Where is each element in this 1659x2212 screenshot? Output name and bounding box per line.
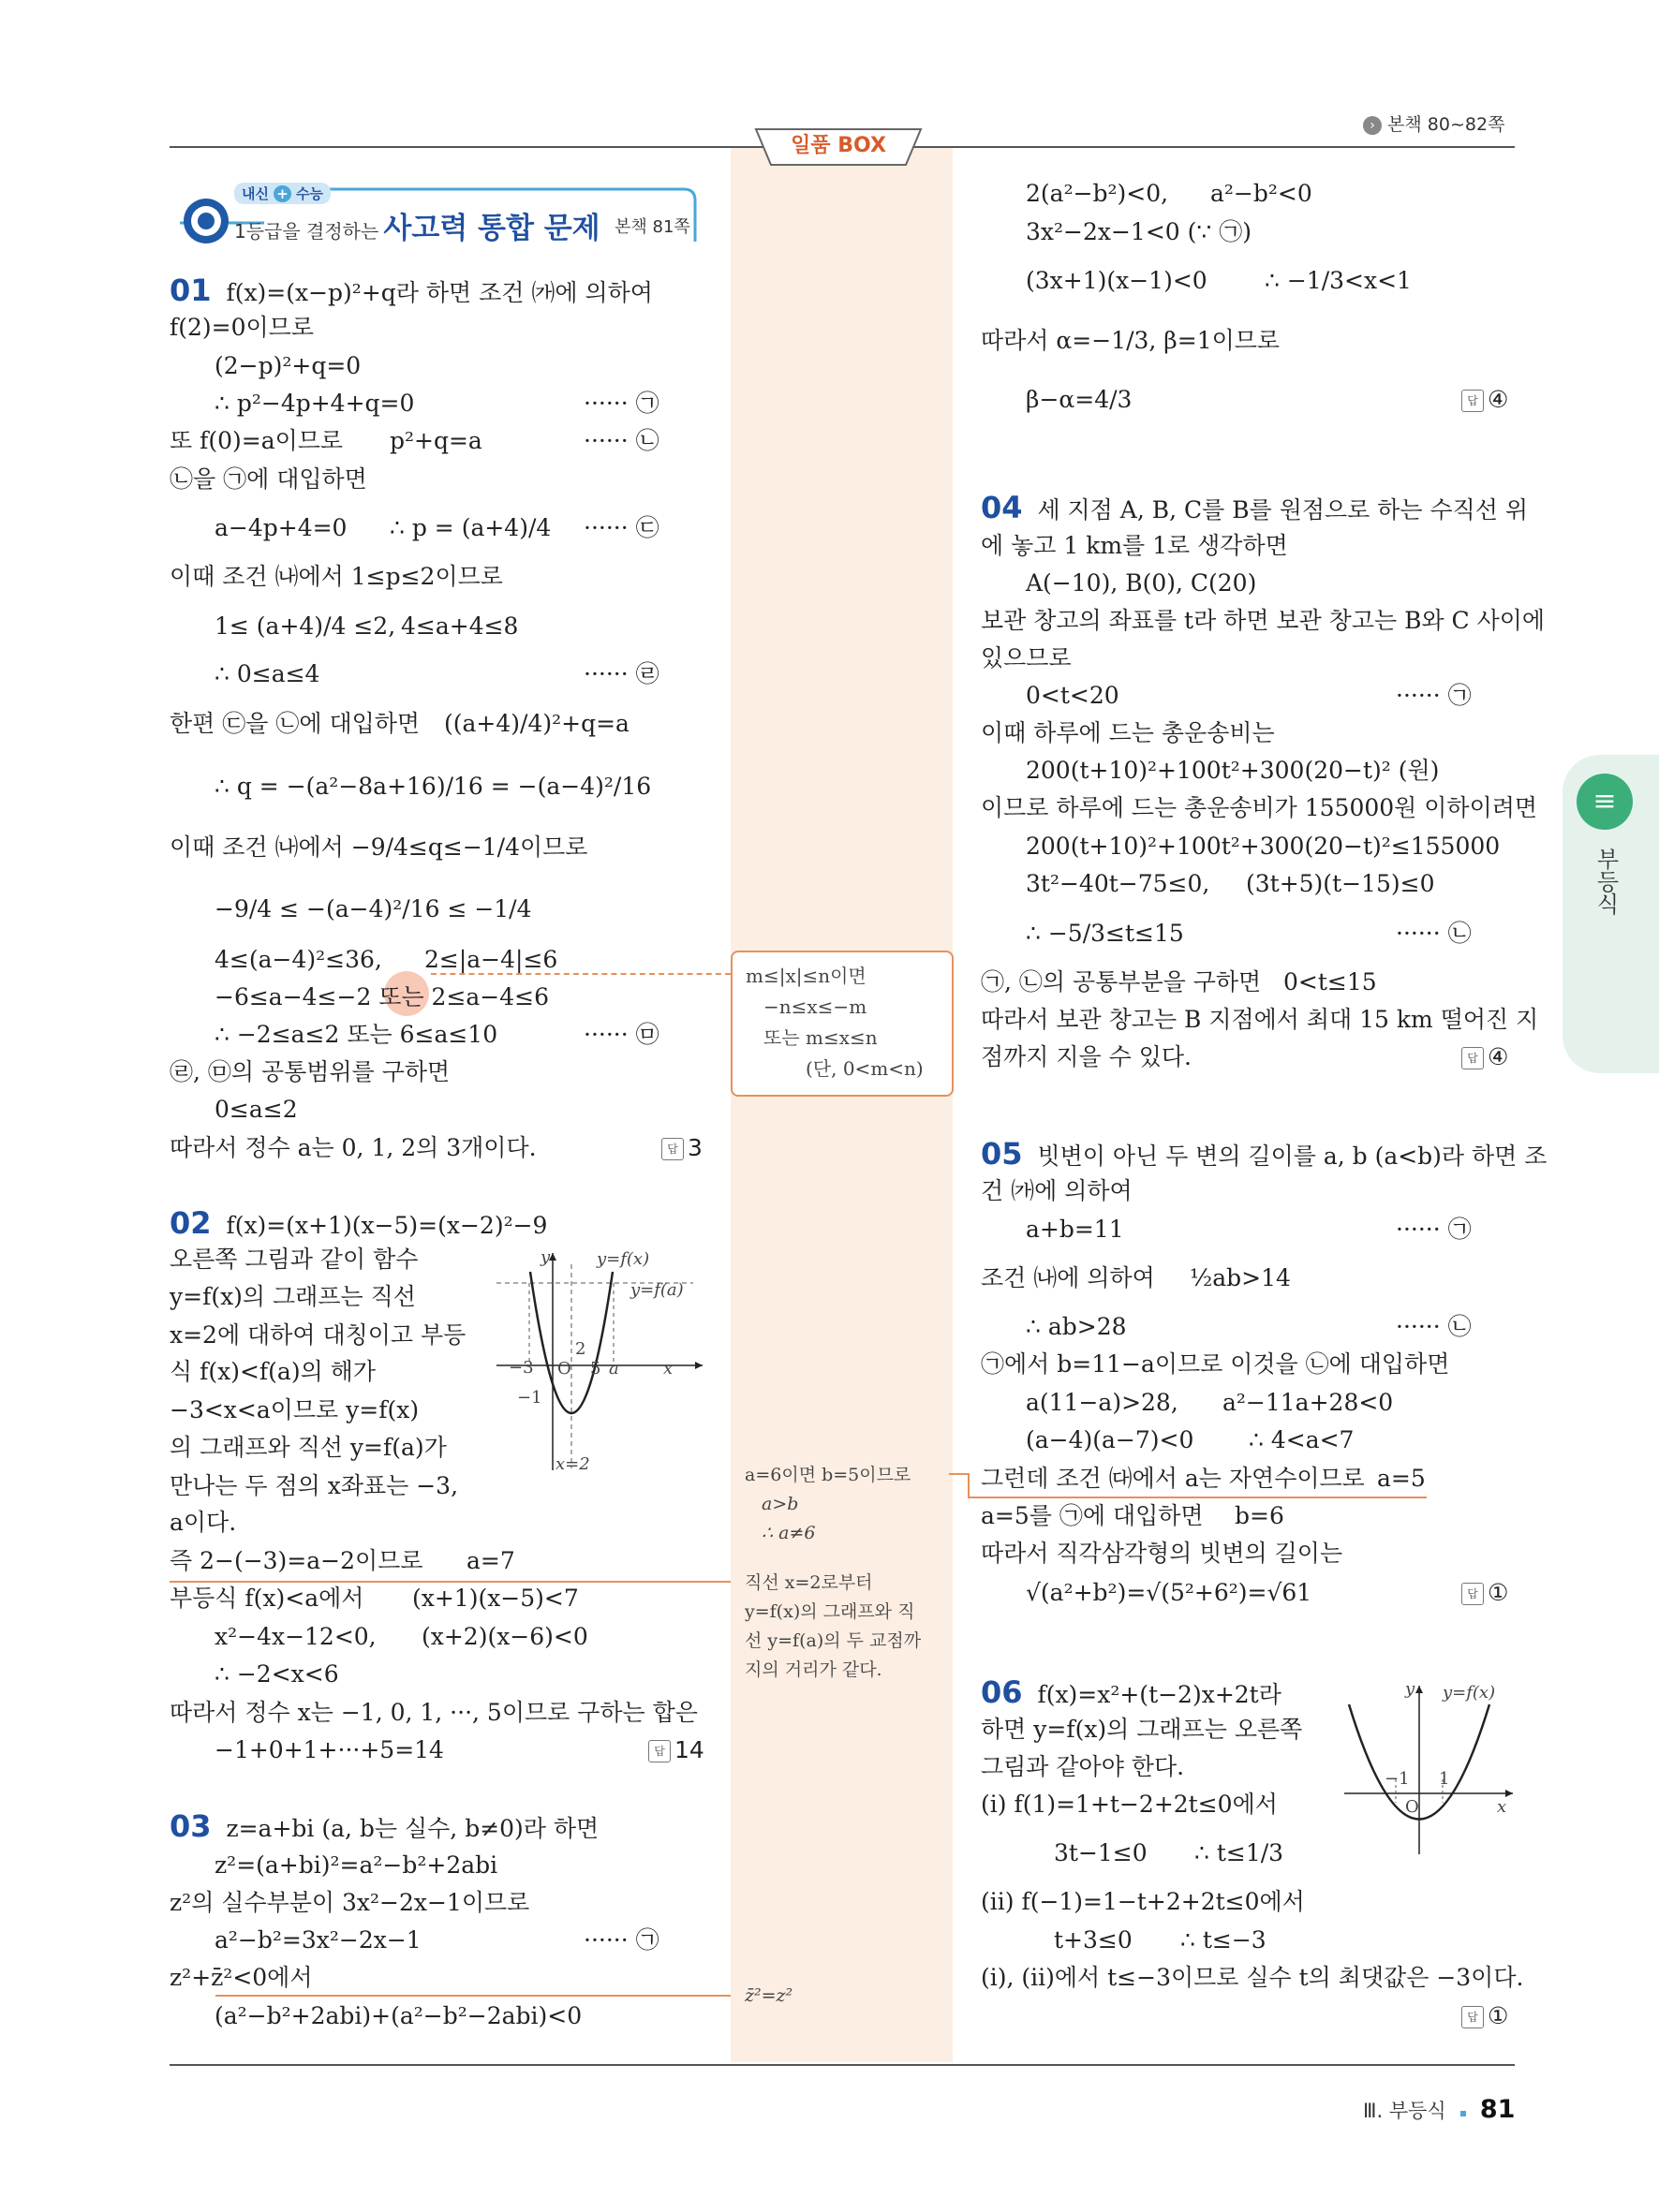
problem-01-line: −6≤a−4≤−2 또는 2≤a−4≤6 [215,983,550,1010]
note-connector [968,1473,970,1497]
problem-06-line: (i) f(1)=1+t−2+2t≤0에서 [981,1791,1278,1818]
problem-number: 06 [981,1674,1023,1710]
graph-label: 1 [1439,1769,1450,1789]
note-sym-line: 지의 거리가 같다. [745,1659,882,1680]
problem-01-line: ((a+4)/4)²+q=a [444,710,630,737]
problem-01-line: 따라서 정수 a는 0, 1, 2의 3개이다. [170,1134,537,1161]
page-number: 81 [1479,2095,1516,2124]
problem-01-line: f(2)=0이므로 [170,314,314,341]
problem-05-line: ½ab>14 [1190,1264,1291,1291]
problem-03-line: z²의 실수부분이 3x²−2x−1이므로 [170,1889,530,1916]
problem-05-line: (a−4)(a−7)<0 [1026,1426,1194,1453]
problem-03-line: a²−b²=3x²−2x−1 [215,1926,422,1954]
problem-01-line: 1≤ (a+4)/4 ≤2, [215,612,396,640]
graph-label: x [663,1359,674,1379]
problem-01-line: 4≤(a−4)²≤36, [215,946,382,973]
graph-label: −1 [1385,1769,1410,1789]
problem-04-tag: ······ ㉡ [1396,920,1472,947]
problem-01-line: 01 f(x)=(x−p)²+q라 하면 조건 ㈎에 의하여 [170,273,653,308]
problem-05-line: a(11−a)>28, [1026,1389,1178,1416]
problem-04-line: 3t²−40t−75≤0, [1026,870,1210,897]
problem-04-line: 0<t≤15 [1283,968,1377,995]
problem-05-line: b=6 [1235,1502,1284,1529]
problem-01-answer: 답 3 [661,1134,703,1161]
answer-icon: 답 [1461,1583,1484,1605]
problem-number: 04 [981,490,1023,525]
problem-02-answer: 답 14 [648,1736,704,1763]
problem-02-line: x=2에 대하여 대칭이고 부등 [170,1321,467,1349]
problem-06-line: t+3≤0 [1054,1926,1133,1954]
problem-04-line: (3t+5)(t−15)≤0 [1246,870,1435,897]
problem-number: 02 [170,1205,212,1241]
problem-04-line: 있으므로 [981,644,1072,671]
section-ref: 본책 81쪽 [615,217,690,237]
problem-04-line: 0<t<20 [1026,682,1119,709]
problem-01-line: 4≤a+4≤8 [401,612,519,640]
problem-03-line: 따라서 α=−1/3, β=1이므로 [981,327,1281,354]
problem-02-line: −1+0+1+···+5=14 [215,1736,444,1763]
problem-01-line: ∴ p = (a+4)/4 [390,514,552,541]
problem-01-line: 이때 조건 ㈏에서 1≤p≤2이므로 [170,563,503,590]
problem-02-line: 부등식 f(x)<a에서 [170,1585,364,1612]
answer-icon: 답 [1461,1047,1484,1069]
note-connector [968,1497,1427,1498]
problem-01-tag: ······ ㉢ [584,514,659,541]
problem-06-line: ∴ t≤−3 [1180,1926,1266,1954]
note-a6-line: a=6이면 b=5이므로 [745,1465,911,1485]
graph-label: x [1497,1797,1507,1817]
problem-04-answer: 답 ④ [1461,1043,1508,1070]
problem-03-line: 2(a²−b²)<0, [1026,180,1169,207]
answer-icon: 답 [648,1740,671,1762]
problem-06-line: 그림과 같아야 한다. [981,1753,1185,1780]
problem-01-line: ㉣, ㉤의 공통범위를 구하면 [170,1058,451,1085]
chapter-label: Ⅲ. 부등식 [1363,2100,1446,2122]
problem-02-line: a이다. [170,1509,237,1536]
section-badge: 내신 + 수능 [234,183,331,204]
note-abs-line: (단, 0<m<n) [806,1057,924,1080]
problem-05-line: a=5 [1377,1465,1426,1492]
problem-03-answer: 답 ④ [1461,386,1508,413]
problem-06-graph [1340,1681,1518,1859]
right-arrow-circle-icon: › [1363,116,1382,135]
problem-04-line: 점까지 지을 수 있다. [981,1043,1192,1070]
problem-06-line: (ii) f(−1)=1−t+2+2t≤0에서 [981,1888,1305,1915]
problem-05-line: ㉠에서 b=11−a이므로 이것을 ㉡에 대입하면 [981,1350,1450,1378]
problem-05-line: ∴ ab>28 [1026,1313,1127,1340]
problem-01-line: a−4p+4=0 [215,514,348,541]
problem-04-tag: ······ ㉠ [1396,682,1472,709]
problem-04-line: 이므로 하루에 드는 총운송비가 155000원 이하이려면 [981,794,1538,821]
graph-label: −3 [509,1358,534,1378]
problem-04-line: 에 놓고 1 km를 1로 생각하면 [981,532,1288,559]
problem-01-line: 2≤|a−4|≤6 [424,946,558,973]
graph-label: y [541,1247,551,1267]
graph-label: y [1405,1679,1415,1699]
problem-02-line: 의 그래프와 직선 y=f(a)가 [170,1434,447,1461]
problem-05-line: 05 빗변이 아닌 두 변의 길이를 a, b (a<b)라 하면 조 [981,1136,1548,1172]
problem-01-line: 또 f(0)=a이므로 [170,427,344,454]
problem-01-line: ∴ 0≤a≤4 [215,660,320,687]
problem-04-line: 따라서 보관 창고는 B 지점에서 최대 15 km 떨어진 지 [981,1006,1539,1033]
problem-03-line: z²+z̄²<0에서 [170,1964,313,1991]
problem-02-line: 따라서 정수 x는 −1, 0, 1, ···, 5이므로 구하는 합은 [170,1699,698,1726]
footer-rule [170,2064,1515,2066]
problem-05-line: 건 ㈎에 의하여 [981,1177,1133,1204]
graph-label: −1 [517,1388,542,1408]
note-abs-line: 또는 m≤x≤n [763,1026,878,1049]
footer [1363,2095,1515,2124]
graph-label: O [557,1359,571,1379]
problem-04-line: A(−10), B(0), C(20) [1026,569,1257,597]
answer-icon: 답 [1461,390,1484,412]
problem-02-line: x²−4x−12<0, [215,1623,377,1650]
problem-03-line: (3x+1)(x−1)<0 [1026,267,1207,294]
problem-06-line: ∴ t≤1/3 [1194,1839,1284,1866]
graph-label: 5 [590,1359,601,1379]
problem-number: 05 [981,1136,1023,1172]
problem-02-line: (x+1)(x−5)<7 [412,1585,579,1612]
problem-05-line: 따라서 직각삼각형의 빗변의 길이는 [981,1540,1343,1567]
graph-label: 2 [575,1339,586,1359]
problem-number: 01 [170,273,212,308]
note-sym-line: 직선 x=2로부터 [745,1572,873,1593]
problem-01-tag: ······ ㉠ [584,390,659,417]
problem-01-line: ㉡을 ㉠에 대입하면 [170,465,367,493]
note-conj: z̄²=z² [745,1985,793,2006]
problem-03-line: 03 z=a+bi (a, b는 실수, b≠0)라 하면 [170,1808,600,1844]
problem-02-line: ∴ −2<x<6 [215,1660,339,1688]
problem-05-answer: 답 ① [1461,1579,1508,1606]
problem-01-tag: ······ ㉣ [584,660,659,687]
page-ref: › 본책 80~82쪽 [1363,111,1504,136]
note-a6-line: ∴ a≠6 [762,1523,816,1543]
note-abs-line: m≤|x|≤n이면 [746,965,867,987]
problem-03-line: ∴ −1/3<x<1 [1265,267,1412,294]
note-sym-line: 선 y=f(a)의 두 교점까 [745,1630,922,1651]
problem-02-line: −3<x<a이므로 y=f(x) [170,1396,420,1423]
answer-icon: 답 [661,1138,684,1160]
side-tab-label: 부등식 [1592,848,1619,915]
problem-01-line: 0≤a≤2 [215,1096,298,1123]
problem-number: 03 [170,1808,212,1844]
graph-label: a [609,1359,619,1379]
note-sym-line: y=f(x)의 그래프와 직 [745,1601,915,1622]
problem-04-line: 200(t+10)²+100t²+300(20−t)² (원) [1026,757,1440,784]
note-connector [431,973,731,975]
problem-05-line: a+b=11 [1026,1216,1124,1243]
note-abs-line: −n≤x≤−m [763,995,867,1018]
box-column [731,148,953,2062]
problem-01-line: p²+q=a [390,427,482,454]
section-title: 1등급을 결정하는 사고력 통합 문제 [234,212,600,245]
problem-05-tag: ······ ㉠ [1396,1216,1472,1243]
problem-01-line: ∴ q = −(a²−8a+16)/16 = −(a−4)²/16 [215,773,652,800]
problem-02-line: 만나는 두 점의 x좌표는 −3, [170,1472,459,1499]
problem-05-line: 그런데 조건 ㈐에서 a는 자연수이므로 [981,1465,1365,1492]
graph-label: O [1405,1797,1419,1817]
problem-01-tag: ······ ㉤ [584,1021,659,1048]
problem-03-line: 3x²−2x−1<0 (∵ ㉠) [1026,218,1252,245]
note-a6-line: a>b [762,1494,799,1514]
problem-05-tag: ······ ㉡ [1396,1313,1472,1340]
problem-02-line: y=f(x)의 그래프는 직선 [170,1283,416,1310]
problem-04-line: ㉠, ㉡의 공통부분을 구하면 [981,968,1262,995]
problem-01-line: 한편 ㉢을 ㉡에 대입하면 [170,710,421,737]
problem-06-line: 하면 y=f(x)의 그래프는 오른쪽 [981,1716,1303,1743]
problem-01-tag: ······ ㉡ [584,427,659,454]
list-icon: ≡ [1577,774,1633,830]
problem-02-line: (x+2)(x−6)<0 [422,1623,588,1650]
problem-01-line: ∴ −2≤a≤2 또는 6≤a≤10 [215,1021,498,1048]
problem-01-line: ∴ p²−4p+4+q=0 [215,390,415,417]
graph-label: x=2 [555,1454,590,1474]
problem-06-line: (i), (ii)에서 t≤−3이므로 실수 t의 최댓값은 −3이다. [981,1964,1524,1991]
problem-04-line: ∴ −5/3≤t≤15 [1026,920,1184,947]
problem-02-line: 02 f(x)=(x+1)(x−5)=(x−2)²−9 [170,1205,548,1241]
problem-05-line: ∴ 4<a<7 [1249,1426,1355,1453]
problem-03-line: (a²−b²+2abi)+(a²−b²−2abi)<0 [215,2002,583,2029]
footer-dot [1460,2111,1466,2116]
problem-05-line: 조건 ㈏에 의하여 [981,1264,1155,1291]
problem-04-line: 200(t+10)²+100t²+300(20−t)²≤155000 [1026,833,1501,860]
problem-02-line: a=7 [467,1547,515,1574]
problem-05-line: a=5를 ㉠에 대입하면 [981,1502,1204,1529]
graph-label: y=f(x) [597,1249,650,1269]
problem-04-line: 이때 하루에 드는 총운송비는 [981,719,1275,746]
problem-01-line: 이때 조건 ㈏에서 −9/4≤q≤−1/4이므로 [170,833,588,861]
problem-05-line: a²−11a+28<0 [1222,1389,1394,1416]
graph-label: y=f(x) [1443,1683,1496,1703]
problem-02-line: 즉 2−(−3)=a−2이므로 [170,1547,423,1574]
problem-04-line: 04 세 지점 A, B, C를 B를 원점으로 하는 수직선 위 [981,490,1529,525]
problem-01-line: −9/4 ≤ −(a−4)²/16 ≤ −1/4 [215,895,532,922]
problem-03-tag: ······ ㉠ [584,1926,659,1954]
problem-06-answer: 답 ① [1461,2002,1508,2029]
problem-04-line: 보관 창고의 좌표를 t라 하면 보관 창고는 B와 C 사이에 [981,607,1546,634]
note-connector [170,1581,731,1583]
problem-06-line: 06 f(x)=x²+(t−2)x+2t라 [981,1674,1281,1710]
problem-03-line: z²=(a+bi)²=a²−b²+2abi [215,1851,498,1879]
answer-icon: 답 [1461,2006,1484,2028]
box-title: 일품 BOX [791,134,886,157]
problem-02-line: 오른쪽 그림과 같이 함수 [170,1246,419,1273]
note-connector [215,1995,731,1997]
problem-06-line: 3t−1≤0 [1054,1839,1148,1866]
problem-03-line: a²−b²<0 [1210,180,1312,207]
problem-05-line: √(a²+b²)=√(5²+6²)=√61 [1026,1579,1312,1606]
problem-03-line: β−α=4/3 [1026,386,1133,413]
graph-label: y=f(a) [630,1280,684,1300]
problem-01-line: (2−p)²+q=0 [215,352,362,379]
note-connector [949,1473,968,1475]
problem-02-line: 식 f(x)<f(a)의 해가 [170,1358,376,1385]
